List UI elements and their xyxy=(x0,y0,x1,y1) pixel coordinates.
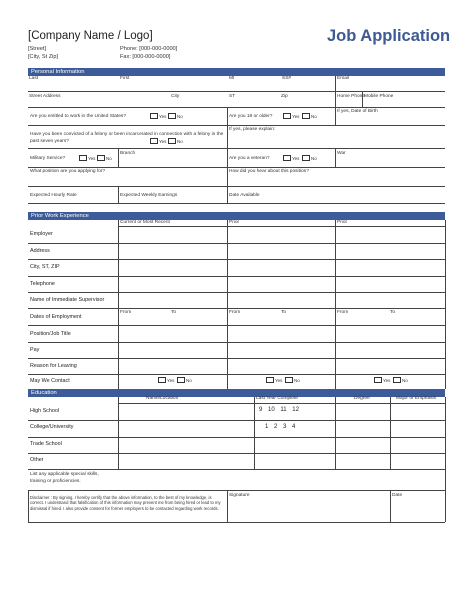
col-name-location: Name/Location xyxy=(146,396,179,401)
checkbox-box[interactable] xyxy=(177,377,185,383)
yes-label: Yes xyxy=(159,138,167,144)
age18-no-checkbox[interactable] xyxy=(302,113,319,119)
label-age18: Are you 18 or older? xyxy=(229,114,273,119)
row-supervisor: Name of Immediate Supervisor xyxy=(30,297,105,303)
veteran-no-checkbox[interactable] xyxy=(302,155,319,161)
divider xyxy=(28,490,445,491)
col-current: Current or Most Recent xyxy=(120,220,170,225)
divider xyxy=(227,186,228,203)
section-personal-info: Personal Information xyxy=(28,68,445,76)
label-explain: If yes, please explain: xyxy=(229,127,276,132)
label-entitled: Are you entitled to work in the United States? xyxy=(30,114,126,119)
divider xyxy=(118,186,119,203)
divider xyxy=(390,490,391,522)
col-major: Major or Emphasis xyxy=(396,396,436,401)
label-date-available: Date Available xyxy=(229,193,260,198)
label-felony: Have you been convicted of a felony or been incarcerated in connection with a felony in the past seven years? xyxy=(30,132,224,145)
divider xyxy=(118,226,445,227)
military-no-checkbox[interactable] xyxy=(97,155,114,161)
felony-no-checkbox[interactable] xyxy=(168,138,185,144)
hs-year-options[interactable]: 9 10 11 12 xyxy=(259,407,299,413)
divider xyxy=(254,397,255,469)
label-last: Last xyxy=(29,76,39,81)
contact-current-no-checkbox[interactable] xyxy=(177,377,194,383)
checkbox-box[interactable] xyxy=(168,113,176,119)
divider xyxy=(118,403,445,404)
yes-label: Yes xyxy=(88,155,96,161)
contact-prior1-yes-checkbox[interactable] xyxy=(266,377,284,383)
col-degree: Degree xyxy=(354,396,370,401)
divider xyxy=(118,397,119,469)
yes-label: Yes xyxy=(383,377,391,383)
checkbox-box[interactable] xyxy=(374,377,382,383)
col-last-year: Last Year Complete xyxy=(256,396,298,401)
row-trade-school: Trade School xyxy=(30,441,62,447)
no-label: No xyxy=(177,113,183,119)
row-telephone: Telephone xyxy=(30,281,55,287)
checkbox-box[interactable] xyxy=(97,155,105,161)
divider xyxy=(335,76,336,107)
label-street: Street Address xyxy=(29,94,61,99)
page-title: Job Application xyxy=(327,27,451,45)
row-reason: Reason for Leaving xyxy=(30,363,77,369)
company-phone: Phone: [000-000-0000] xyxy=(120,46,178,52)
company-fax: Fax: [000-000-0000] xyxy=(120,54,171,60)
label-to: To xyxy=(390,310,396,315)
checkbox-box[interactable] xyxy=(150,113,158,119)
no-label: No xyxy=(311,155,317,161)
divider xyxy=(28,259,445,260)
checkbox-box[interactable] xyxy=(283,155,291,161)
label-ssn: SS# xyxy=(282,76,292,81)
label-signature: Signature xyxy=(229,493,250,498)
company-street: [Street] xyxy=(28,46,47,52)
checkbox-box[interactable] xyxy=(150,138,158,144)
label-first: First xyxy=(120,76,130,81)
checkbox-box[interactable] xyxy=(79,155,87,161)
label-zip: Zip xyxy=(281,94,288,99)
no-label: No xyxy=(311,113,317,119)
no-label: No xyxy=(186,377,192,383)
company-name: [Company Name / Logo] xyxy=(28,30,153,42)
label-hourly-rate: Expected Hourly Rate xyxy=(30,193,77,198)
label-email: Email xyxy=(337,76,349,81)
label-hear: How did you hear about this position? xyxy=(229,169,309,174)
no-label: No xyxy=(106,155,112,161)
row-employer: Employer xyxy=(30,231,53,237)
checkbox-box[interactable] xyxy=(302,155,310,161)
divider xyxy=(335,397,336,469)
label-to: To xyxy=(281,310,287,315)
no-label: No xyxy=(294,377,300,383)
row-other: Other xyxy=(30,457,44,463)
label-st: ST xyxy=(229,94,236,99)
label-from: From xyxy=(120,310,132,315)
row-contact: May We Contact xyxy=(30,378,70,384)
row-high-school: High School xyxy=(30,408,60,414)
contact-current-yes-checkbox[interactable] xyxy=(158,377,176,383)
checkbox-box[interactable] xyxy=(283,113,291,119)
contact-prior2-yes-checkbox[interactable] xyxy=(374,377,392,383)
yes-label: Yes xyxy=(159,113,167,119)
divider xyxy=(28,91,445,92)
divider xyxy=(28,167,445,168)
section-prior-work: Prior Work Experience xyxy=(28,212,445,220)
contact-prior2-no-checkbox[interactable] xyxy=(393,377,410,383)
label-dob: If yes, Date of Birth xyxy=(337,109,378,114)
military-yes-checkbox[interactable] xyxy=(79,155,97,161)
label-city: City xyxy=(171,94,180,99)
no-label: No xyxy=(177,138,183,144)
row-dates: Dates of Employment xyxy=(30,314,82,320)
divider xyxy=(118,148,119,167)
college-year-options[interactable]: 1 2 3 4 xyxy=(265,424,296,430)
label-military: Military Service? xyxy=(30,156,66,161)
checkbox-box[interactable] xyxy=(158,377,166,383)
checkbox-box[interactable] xyxy=(302,113,310,119)
divider xyxy=(227,107,228,186)
row-pay: Pay xyxy=(30,347,40,353)
row-position: Position/Job Title xyxy=(30,331,71,337)
label-from: From xyxy=(229,310,241,315)
veteran-yes-checkbox[interactable] xyxy=(283,155,301,161)
entitled-no-checkbox[interactable] xyxy=(168,113,185,119)
divider xyxy=(28,358,445,359)
divider xyxy=(28,374,445,375)
checkbox-box[interactable] xyxy=(168,138,176,144)
label-home-phone: Home Phone xyxy=(337,94,365,99)
checkbox-box[interactable] xyxy=(285,377,293,383)
age18-yes-checkbox[interactable] xyxy=(283,113,301,119)
divider xyxy=(28,243,445,244)
label-mobile-phone: Mobile Phone xyxy=(364,94,394,99)
label-to: To xyxy=(171,310,177,315)
divider xyxy=(28,203,445,204)
divider xyxy=(335,220,336,389)
divider xyxy=(28,469,445,470)
divider xyxy=(28,292,445,293)
divider xyxy=(28,276,445,277)
yes-label: Yes xyxy=(292,155,300,161)
label-veteran: Are you a veteran? xyxy=(229,156,270,161)
divider xyxy=(28,490,29,522)
divider xyxy=(28,325,445,326)
no-label: No xyxy=(402,377,408,383)
label-skills: List any applicable special skills, training or proficiencies. xyxy=(30,472,99,484)
felony-yes-checkbox[interactable] xyxy=(150,138,168,144)
divider xyxy=(28,522,445,523)
divider xyxy=(28,420,445,421)
label-date: Date xyxy=(392,493,403,498)
divider xyxy=(28,107,445,108)
col-prior-1: Prior xyxy=(229,220,240,225)
label-mi: MI xyxy=(229,76,235,81)
divider xyxy=(335,107,336,125)
checkbox-box[interactable] xyxy=(266,377,274,383)
label-war: War xyxy=(337,151,346,156)
row-city-st-zip: City, ST, ZIP xyxy=(30,264,60,270)
yes-label: Yes xyxy=(292,113,300,119)
divider xyxy=(390,397,391,469)
divider xyxy=(28,453,445,454)
disclaimer: Disclaimer : By signing, I hereby certify that the above information, to the best of my knowledge, is correct. I understand that falsification of this information may prevent me from being hired or lead to my dismissal if hired. I also provide consent for former employers to be contacted regarding work records. xyxy=(30,495,221,511)
label-branch: Branch xyxy=(120,151,136,156)
contact-prior1-no-checkbox[interactable] xyxy=(285,377,302,383)
label-weekly-earnings: Expected Weekly Earnings xyxy=(120,193,178,198)
divider xyxy=(445,397,446,522)
divider xyxy=(118,220,119,389)
label-from: From xyxy=(337,310,349,315)
row-college: College/University xyxy=(30,424,74,430)
divider xyxy=(28,437,445,438)
row-address: Address xyxy=(30,248,50,254)
divider xyxy=(28,308,445,309)
divider xyxy=(28,148,445,149)
col-prior-2: Prior xyxy=(337,220,348,225)
label-position: What position are you applying for? xyxy=(30,169,106,174)
divider xyxy=(227,490,228,522)
yes-label: Yes xyxy=(167,377,175,383)
divider xyxy=(227,220,228,389)
checkbox-box[interactable] xyxy=(393,377,401,383)
divider xyxy=(28,125,445,126)
divider xyxy=(445,220,446,389)
divider xyxy=(28,342,445,343)
divider xyxy=(28,186,445,187)
entitled-yes-checkbox[interactable] xyxy=(150,113,168,119)
divider xyxy=(335,148,336,167)
section-education: Education xyxy=(28,389,445,397)
yes-label: Yes xyxy=(275,377,283,383)
company-city: [City, St Zip] xyxy=(28,54,59,60)
